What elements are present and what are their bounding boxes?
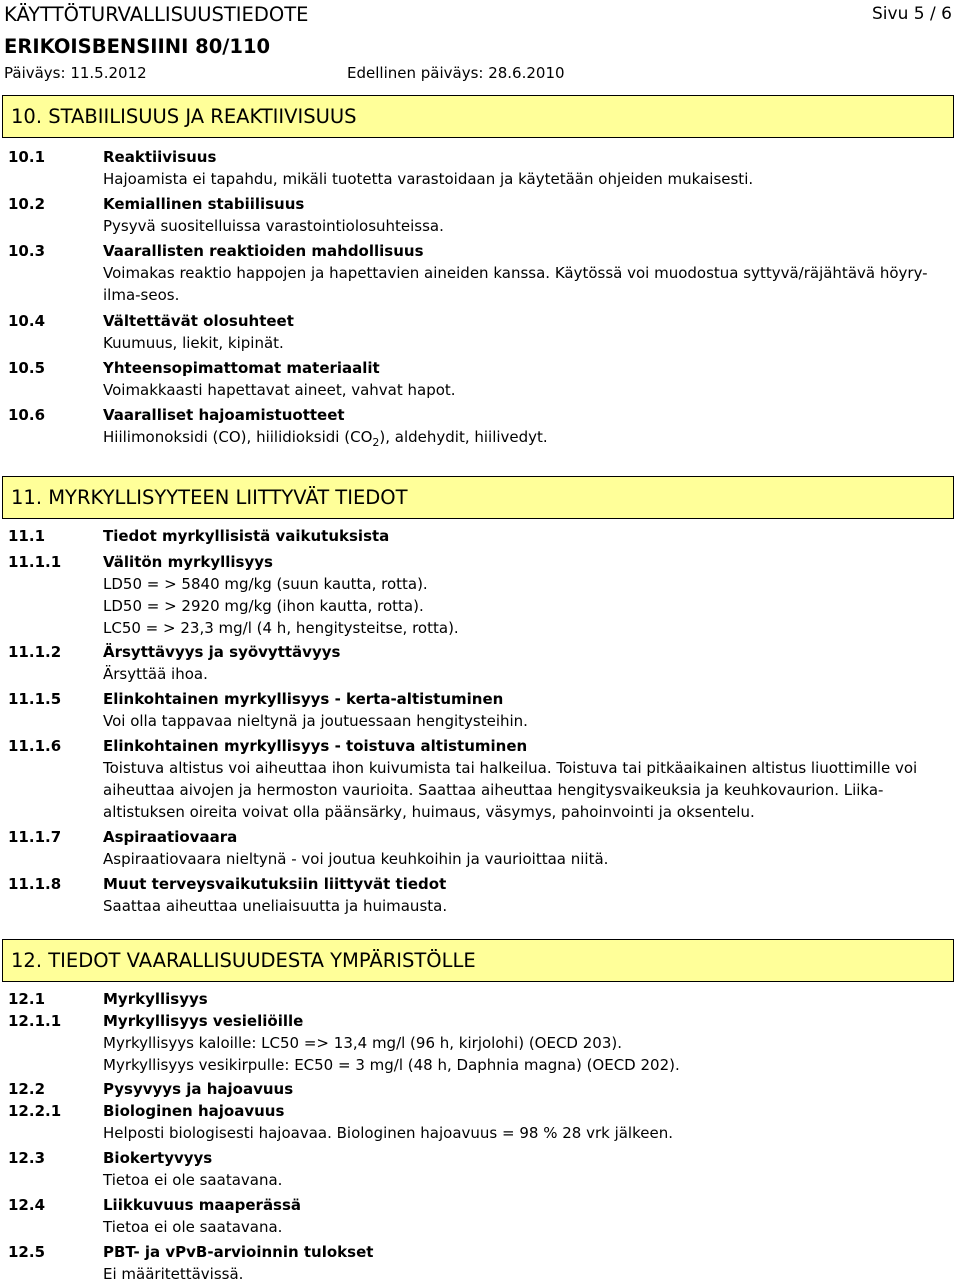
item-text-line-2: LD50 = > 2920 mg/kg (ihon kautta, rotta). — [103, 597, 424, 615]
item-text-line-2: Myrkyllisyys vesikirpulle: EC50 = 3 mg/l (48 h, Daphnia magna) (OECD 202). — [103, 1056, 680, 1074]
item-heading: Reaktiivisuus — [103, 148, 217, 166]
item-heading: Elinkohtainen myrkyllisyys - toistuva altistuminen — [103, 737, 528, 755]
item-heading: Myrkyllisyys vesieliöille — [103, 1012, 304, 1030]
text-part: Hiilimonoksidi (CO), hiilidioksidi (CO — [103, 428, 373, 446]
item-heading: Kemiallinen stabiilisuus — [103, 195, 305, 213]
item-text-line-2: ilma-seos. — [103, 286, 180, 304]
item-heading: Pysyvyys ja hajoavuus — [103, 1080, 294, 1098]
item-number: 11.1.5 — [8, 690, 62, 708]
item-number: 11.1.2 — [8, 643, 62, 661]
item-text: Hajoamista ei tapahdu, mikäli tuotetta varastoidaan ja käytetään ohjeiden mukaisesti. — [103, 170, 754, 188]
item-number: 12.1 — [8, 990, 46, 1008]
section-10-header — [2, 95, 954, 138]
item-number: 10.5 — [8, 359, 46, 377]
item-text: Tietoa ei ole saatavana. — [103, 1218, 283, 1236]
item-text — [103, 428, 548, 449]
page-number: Sivu 5 / 6 — [872, 4, 952, 24]
item-text: Ärsyttää ihoa. — [103, 665, 208, 683]
subscript: 2 — [372, 436, 380, 449]
item-text: Saattaa aiheuttaa uneliaisuutta ja huimausta. — [103, 897, 448, 915]
product-name: ERIKOISBENSIINI 80/110 — [4, 35, 271, 58]
item-heading: Välitön myrkyllisyys — [103, 553, 273, 571]
item-heading: Vaarallisten reaktioiden mahdollisuus — [103, 242, 424, 260]
document-title: KÄYTTÖTURVALLISUUSTIEDOTE — [4, 3, 309, 26]
item-number: 12.3 — [8, 1149, 46, 1167]
item-heading: Elinkohtainen myrkyllisyys - kerta-altistuminen — [103, 690, 504, 708]
item-heading: Biologinen hajoavuus — [103, 1102, 285, 1120]
item-text: Voimakkaasti hapettavat aineet, vahvat hapot. — [103, 381, 456, 399]
item-text: Voi olla tappavaa nieltynä ja joutuessaan hengitysteihin. — [103, 712, 528, 730]
section-11-title: 11. MYRKYLLISYYTEEN LIITTYVÄT TIEDOT — [11, 486, 408, 509]
item-heading: Liikkuvuus maaperässä — [103, 1196, 302, 1214]
item-number: 10.2 — [8, 195, 46, 213]
item-text: Kuumuus, liekit, kipinät. — [103, 334, 284, 352]
item-heading: Myrkyllisyys — [103, 990, 208, 1008]
item-number: 12.2.1 — [8, 1102, 62, 1120]
section-12-title: 12. TIEDOT VAARALLISUUDESTA YMPÄRISTÖLLE — [11, 949, 476, 972]
item-text: Pysyvä suositelluissa varastointiolosuhteissa. — [103, 217, 444, 235]
item-heading: Tiedot myrkyllisistä vaikutuksista — [103, 527, 390, 545]
item-text-line-3: LC50 = > 23,3 mg/l (4 h, hengitysteitse, rotta). — [103, 619, 459, 637]
section-10-title: 10. STABIILISUUS JA REAKTIIVISUUS — [11, 105, 357, 128]
item-text: Helposti biologisesti hajoavaa. Biologinen hajoavuus = 98 % 28 vrk jälkeen. — [103, 1124, 673, 1142]
item-text: Aspiraatiovaara nieltynä - voi joutua keuhkoihin ja vaurioittaa niitä. — [103, 850, 609, 868]
item-number: 11.1.7 — [8, 828, 62, 846]
item-text-line-1: Toistuva altistus voi aiheuttaa ihon kuivumista tai halkeilua. Toistuva tai pitkäaikainen altistus liuottimille voi — [103, 759, 918, 777]
item-heading: Muut terveysvaikutuksiin liittyvät tiedot — [103, 875, 447, 893]
text-part: ), aldehydit, hiilivedyt. — [379, 428, 548, 446]
item-heading: Ärsyttävyys ja syövyttävyys — [103, 643, 341, 661]
item-number: 12.2 — [8, 1080, 46, 1098]
item-text-line-3: altistuksen oireita voivat olla päänsärky, huimaus, väsymys, pahoinvointi ja oksentelu. — [103, 803, 755, 821]
item-heading: Vaaralliset hajoamistuotteet — [103, 406, 345, 424]
item-number: 11.1.6 — [8, 737, 62, 755]
revision-date: Päiväys: 11.5.2012 — [4, 64, 147, 82]
previous-date: Edellinen päiväys: 28.6.2010 — [347, 64, 565, 82]
item-number: 11.1 — [8, 527, 46, 545]
item-text-line-1: LD50 = > 5840 mg/kg (suun kautta, rotta). — [103, 575, 428, 593]
item-number: 11.1.1 — [8, 553, 62, 571]
item-heading: PBT- ja vPvB-arvioinnin tulokset — [103, 1243, 374, 1261]
item-number: 10.4 — [8, 312, 46, 330]
item-heading: Vältettävät olosuhteet — [103, 312, 294, 330]
item-text-line-1: Voimakas reaktio happojen ja hapettavien aineiden kanssa. Käytössä voi muodostua syttyvä/räjähtävä höyry- — [103, 264, 928, 282]
section-12-header — [2, 939, 954, 982]
item-number: 12.1.1 — [8, 1012, 62, 1030]
item-number: 11.1.8 — [8, 875, 62, 893]
item-text: Ei määritettävissä. — [103, 1265, 244, 1283]
section-11-header — [2, 476, 954, 519]
item-number: 12.5 — [8, 1243, 46, 1261]
item-heading: Biokertyvyys — [103, 1149, 213, 1167]
item-number: 10.6 — [8, 406, 46, 424]
item-number: 12.4 — [8, 1196, 46, 1214]
item-number: 10.3 — [8, 242, 46, 260]
item-number: 10.1 — [8, 148, 46, 166]
item-heading: Aspiraatiovaara — [103, 828, 238, 846]
item-heading: Yhteensopimattomat materiaalit — [103, 359, 380, 377]
item-text-line-2: aiheuttaa aivojen ja hermoston vaurioita. Saattaa aiheuttaa hengitysvaikeuksia ja keuhkovaurion. Liika- — [103, 781, 884, 799]
item-text-line-1: Myrkyllisyys kaloille: LC50 => 13,4 mg/l (96 h, kirjolohi) (OECD 203). — [103, 1034, 622, 1052]
item-text: Tietoa ei ole saatavana. — [103, 1171, 283, 1189]
